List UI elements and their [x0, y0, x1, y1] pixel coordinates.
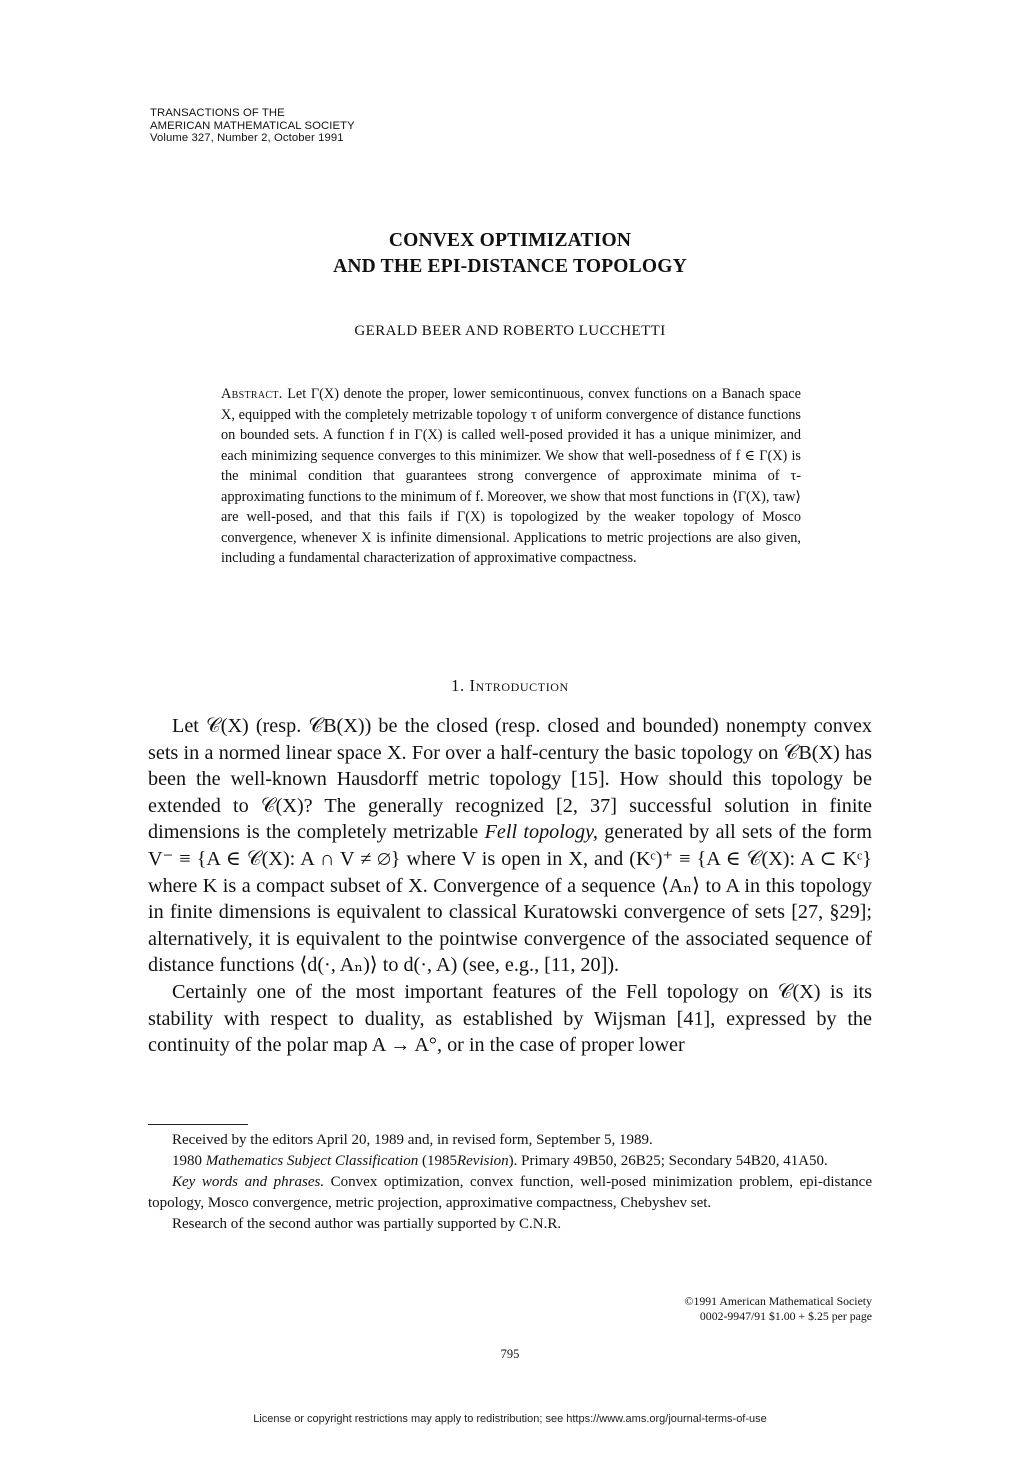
license-notice: License or copyright restrictions may apply to redistribution; see https://www.ams.org/journal-terms-of-use	[253, 1413, 767, 1425]
paper-title	[0, 228, 1020, 280]
section-title: Introduction	[469, 676, 569, 695]
paragraph-1-emphasis: Fell topology,	[484, 821, 598, 844]
abstract-label: Abstract.	[221, 386, 283, 402]
abstract	[221, 384, 801, 569]
footnote-received: Received by the editors April 20, 1989 and, in revised form, September 5, 1989.	[172, 1132, 653, 1148]
journal-header	[150, 107, 355, 145]
footnote-rule	[148, 1124, 248, 1125]
keywords-text: Convex optimization, convex function, well-posed minimization problem, epi-distance topology, Mosco convergence, metric projection, approximative compactness, Chebyshev set.	[148, 1174, 872, 1211]
paragraph-1-part-b: generated by all sets of the form V⁻ ≡ {A ∈ 𝒞(X): A ∩ V ≠ ∅} where V is open in X, and (Kᶜ)⁺ ≡ {A ∈ 𝒞(X): A ⊂ Kᶜ} where K is a compact subset of X. Convergence of a sequence ⟨Aₙ⟩ to A in this topology in finite dimensions is equivalent to classical Kuratowski convergence of sets [27, §29]; alternatively, it is equivalent to the pointwise convergence of the associated sequence of distance functions ⟨d(·, Aₙ)⟩ to d(·, A) (see, e.g., [11, 20]).	[148, 821, 873, 977]
body-text	[148, 713, 872, 1059]
title-line-1: CONVEX OPTIMIZATION	[388, 230, 632, 251]
copyright-block	[684, 1294, 872, 1324]
abstract-text: Let Γ(X) denote the proper, lower semicontinuous, convex functions on a Banach space X, equipped with the completely metrizable topology τ of uniform convergence of distance functions on bounded sets. A function f in Γ(X) is called well-posed provided it has a unique minimizer, and each minimizing sequence converges to this minimizer. We show that well-posedness of f ∈ Γ(X) is the minimal condition that guarantees strong convergence of approximate minima of τ-approximating functions to the minimum of f. Moreover, we show that most functions in ⟨Γ(X), τaw⟩ are well-posed, and that this fails if Γ(X) is topologized by the weaker topology of Mosco convergence, whenever X is infinite dimensional. Applications to metric projections are also given, including a fundamental characterization of approximative compactness.	[221, 386, 801, 566]
msc-revision: Revision	[456, 1153, 509, 1169]
footnote-msc	[148, 1151, 872, 1172]
title-line-2: AND THE EPI-DISTANCE TOPOLOGY	[333, 256, 687, 277]
msc-label: Mathematics Subject Classification	[205, 1153, 419, 1169]
paragraph-1	[148, 713, 872, 979]
section-number: 1.	[451, 676, 465, 695]
paragraph-1-part-a: Let 𝒞(X) (resp. 𝒞B(X)) be the closed (resp. closed and bounded) nonempty convex sets in a normed linear space X. For over a half-century the basic topology on 𝒞B(X) has been the well-known Hausdorff metric topology [15]. How should this topology be extended to 𝒞(X)? The generally recognized [2, 37] successful solution in finite dimensions is the completely metrizable	[148, 715, 872, 844]
msc-paren: (1985	[421, 1153, 457, 1169]
journal-line-3: Volume 327, Number 2, October 1991	[150, 132, 344, 145]
journal-line-2: AMERICAN MATHEMATICAL SOCIETY	[150, 119, 355, 132]
msc-codes: ). Primary 49B50, 26B25; Secondary 54B20, 41A50.	[508, 1153, 828, 1169]
msc-year: 1980	[172, 1153, 202, 1169]
keywords-label: Key words and phrases.	[172, 1174, 325, 1190]
footnotes	[148, 1130, 872, 1235]
copyright-line-2: 0002-9947/91 $1.00 + $.25 per page	[699, 1309, 872, 1323]
copyright-line-1: ©1991 American Mathematical Society	[684, 1294, 872, 1308]
page-number: 795	[500, 1347, 520, 1361]
paragraph-2: Certainly one of the most important features of the Fell topology on 𝒞(X) is its stability with respect to duality, as established by Wijsman [41], expressed by the continuity of the polar map A → A°, or in the case of proper lower	[148, 980, 872, 1057]
journal-line-1: TRANSACTIONS OF THE	[150, 107, 285, 119]
footnote-support: Research of the second author was partially supported by C.N.R.	[172, 1216, 562, 1232]
section-heading	[0, 676, 1020, 696]
authors: GERALD BEER AND ROBERTO LUCCHETTI	[354, 323, 666, 339]
footnote-keywords	[148, 1172, 872, 1214]
